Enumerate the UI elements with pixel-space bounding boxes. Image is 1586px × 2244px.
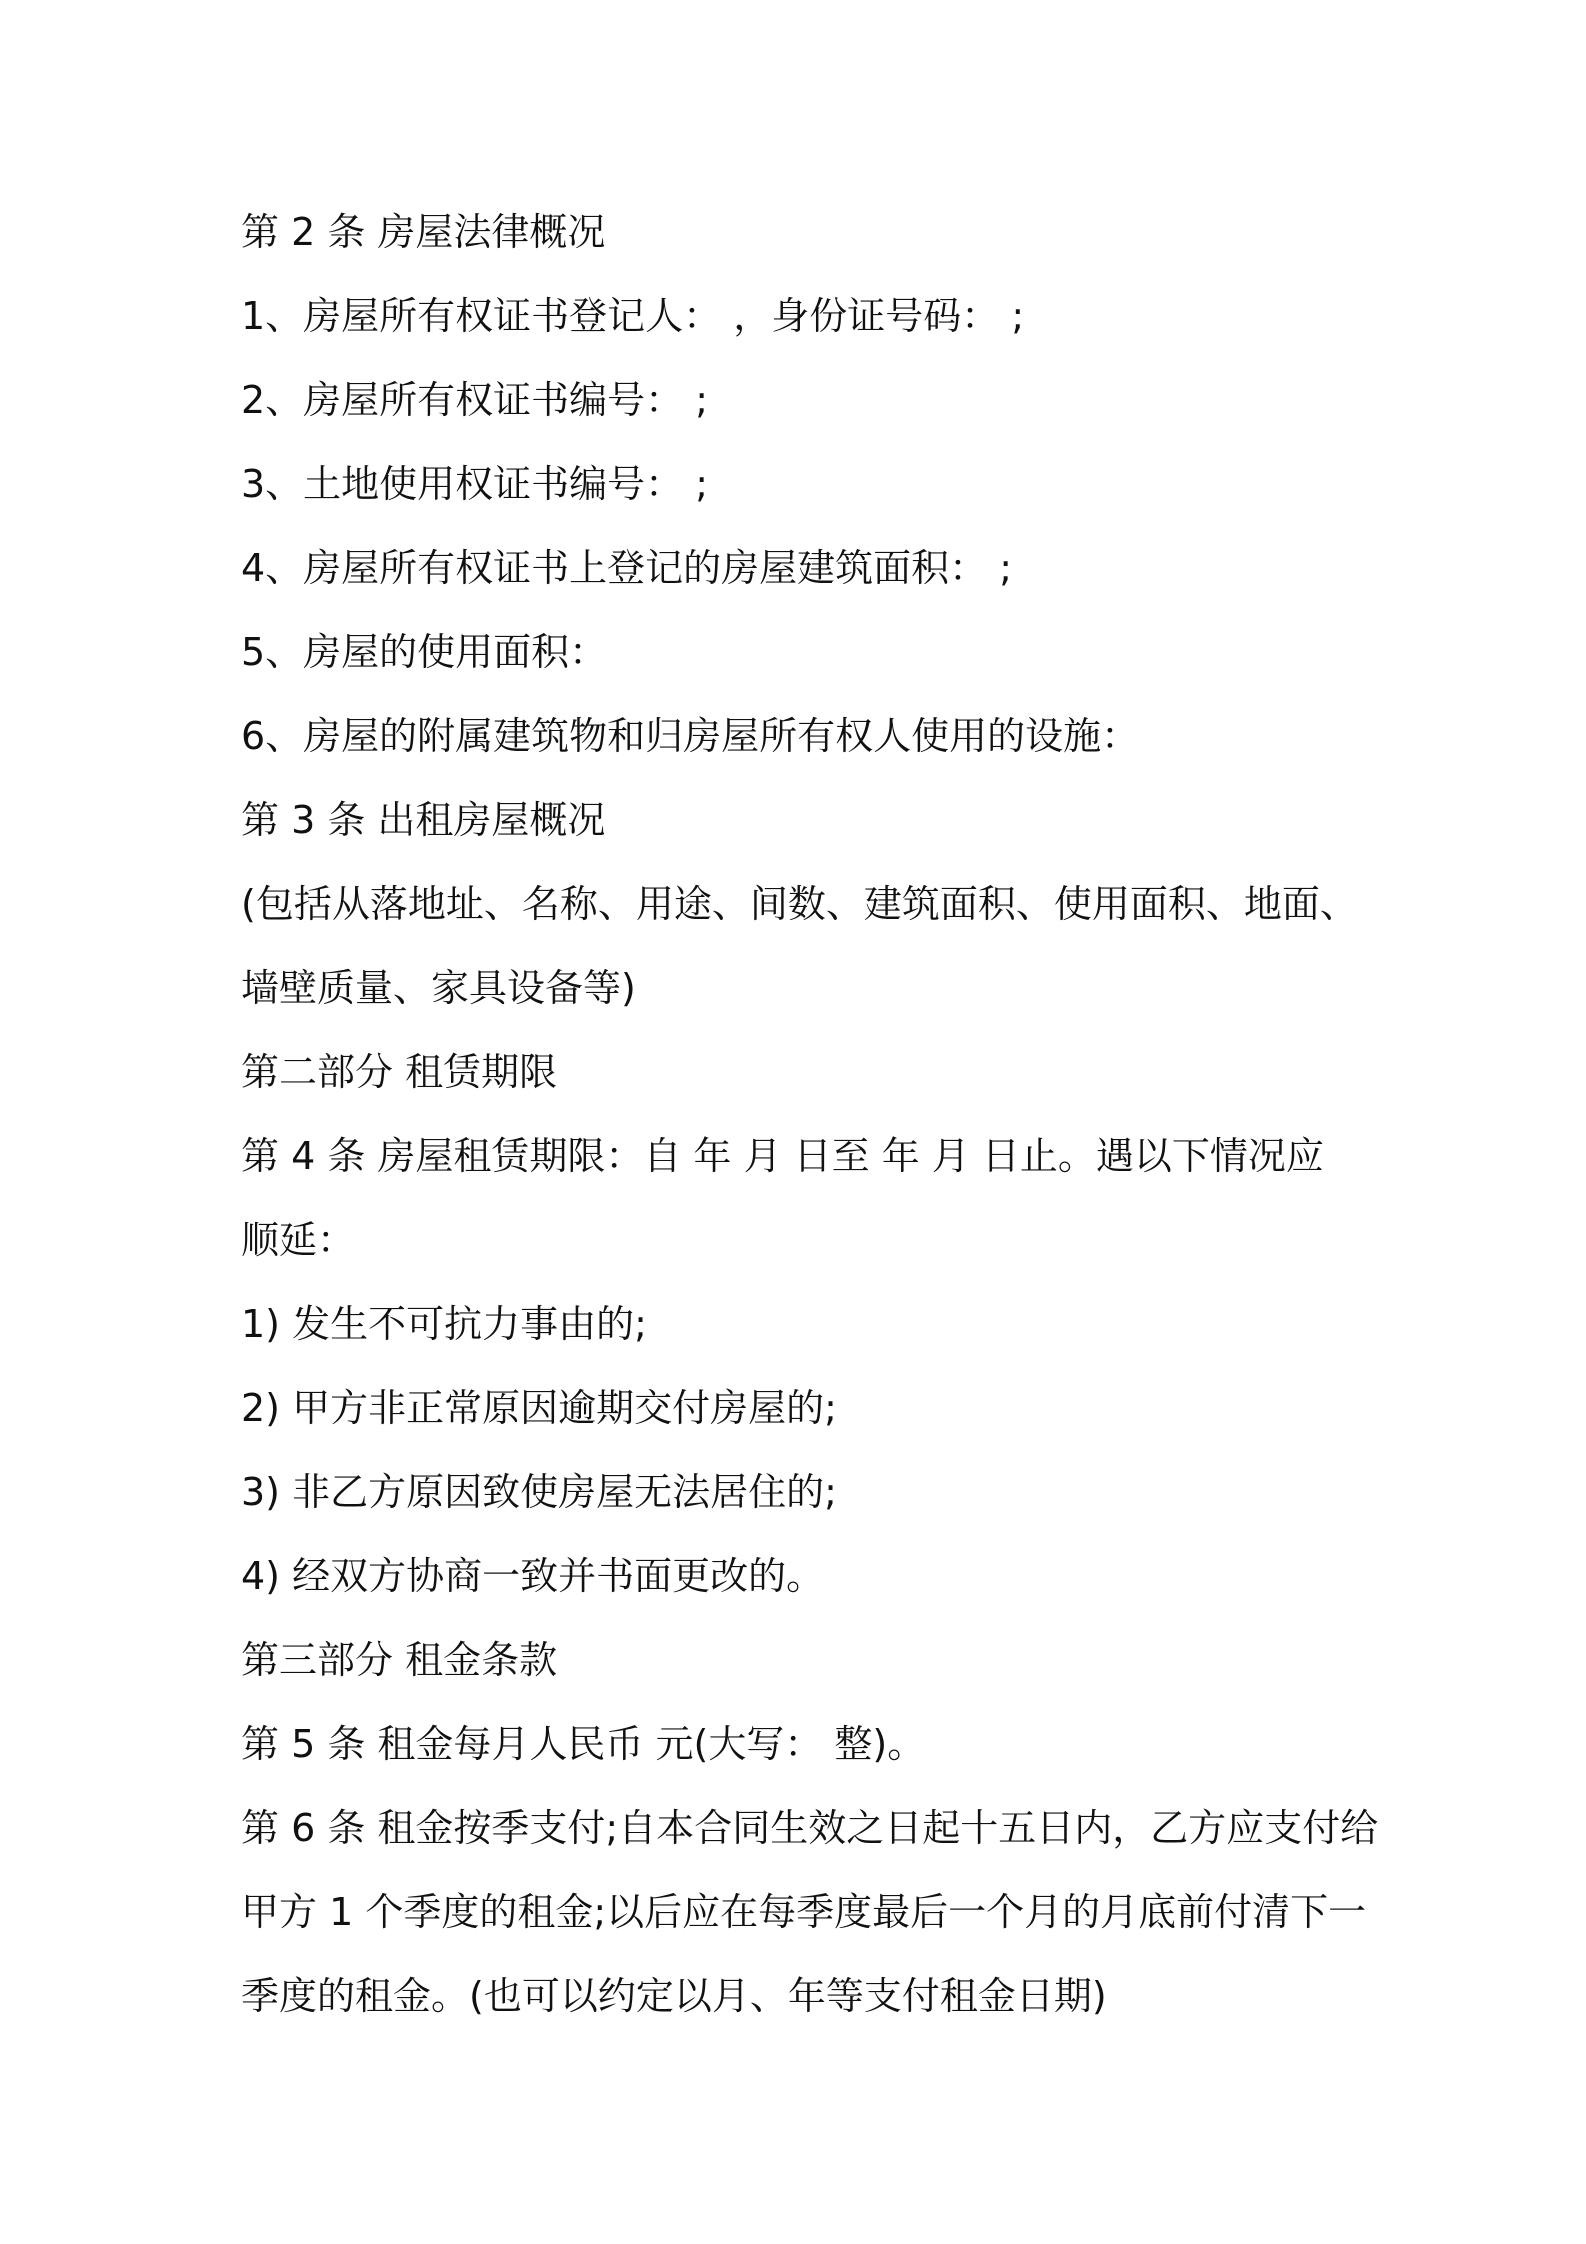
article-4-line-2: 顺延： (241, 1218, 356, 1262)
article-3-note-line-1: (包括从落地址、名称、用途、间数、建筑面积、使用面积、地面、 (241, 882, 1358, 926)
part-2-heading: 第二部分 租赁期限 (241, 1050, 558, 1094)
condition-4: 4) 经双方协商一致并书面更改的。 (241, 1554, 825, 1598)
article-5-rent: 第 5 条 租金每月人民币 元(大写： 整)。 (241, 1722, 926, 1766)
item-3-land-certificate: 3、土地使用权证书编号： ; (241, 462, 709, 506)
article-2-heading: 第 2 条 房屋法律概况 (241, 210, 606, 254)
item-2-certificate-number: 2、房屋所有权证书编号： ; (241, 378, 709, 422)
article-6-line-1: 第 6 条 租金按季支付;自本合同生效之日起十五日内，乙方应支付给 (241, 1806, 1379, 1850)
article-3-note-line-2: 墙壁质量、家具设备等) (241, 966, 636, 1010)
condition-3: 3) 非乙方原因致使房屋无法居住的; (241, 1470, 837, 1514)
article-3-heading: 第 3 条 出租房屋概况 (241, 798, 606, 842)
part-3-heading: 第三部分 租金条款 (241, 1638, 558, 1682)
item-6-facilities: 6、房屋的附属建筑物和归房屋所有权人使用的设施： (241, 714, 1140, 758)
document-body (241, 190, 1379, 2038)
item-4-building-area: 4、房屋所有权证书上登记的房屋建筑面积： ; (241, 546, 1013, 590)
item-5-usable-area: 5、房屋的使用面积： (241, 630, 608, 674)
condition-1: 1) 发生不可抗力事由的; (241, 1302, 647, 1346)
condition-2: 2) 甲方非正常原因逾期交付房屋的; (241, 1386, 837, 1430)
article-6-line-2: 甲方 1 个季度的租金;以后应在每季度最后一个月的月底前付清下一 (241, 1890, 1367, 1934)
item-1-owner-id: 1、房屋所有权证书登记人： ，身份证号码： ; (241, 294, 1025, 338)
article-6-line-3: 季度的租金。(也可以约定以月、年等支付租金日期) (241, 1974, 1107, 2018)
article-4-line-1: 第 4 条 房屋租赁期限：自 年 月 日至 年 月 日止。遇以下情况应 (241, 1134, 1324, 1178)
